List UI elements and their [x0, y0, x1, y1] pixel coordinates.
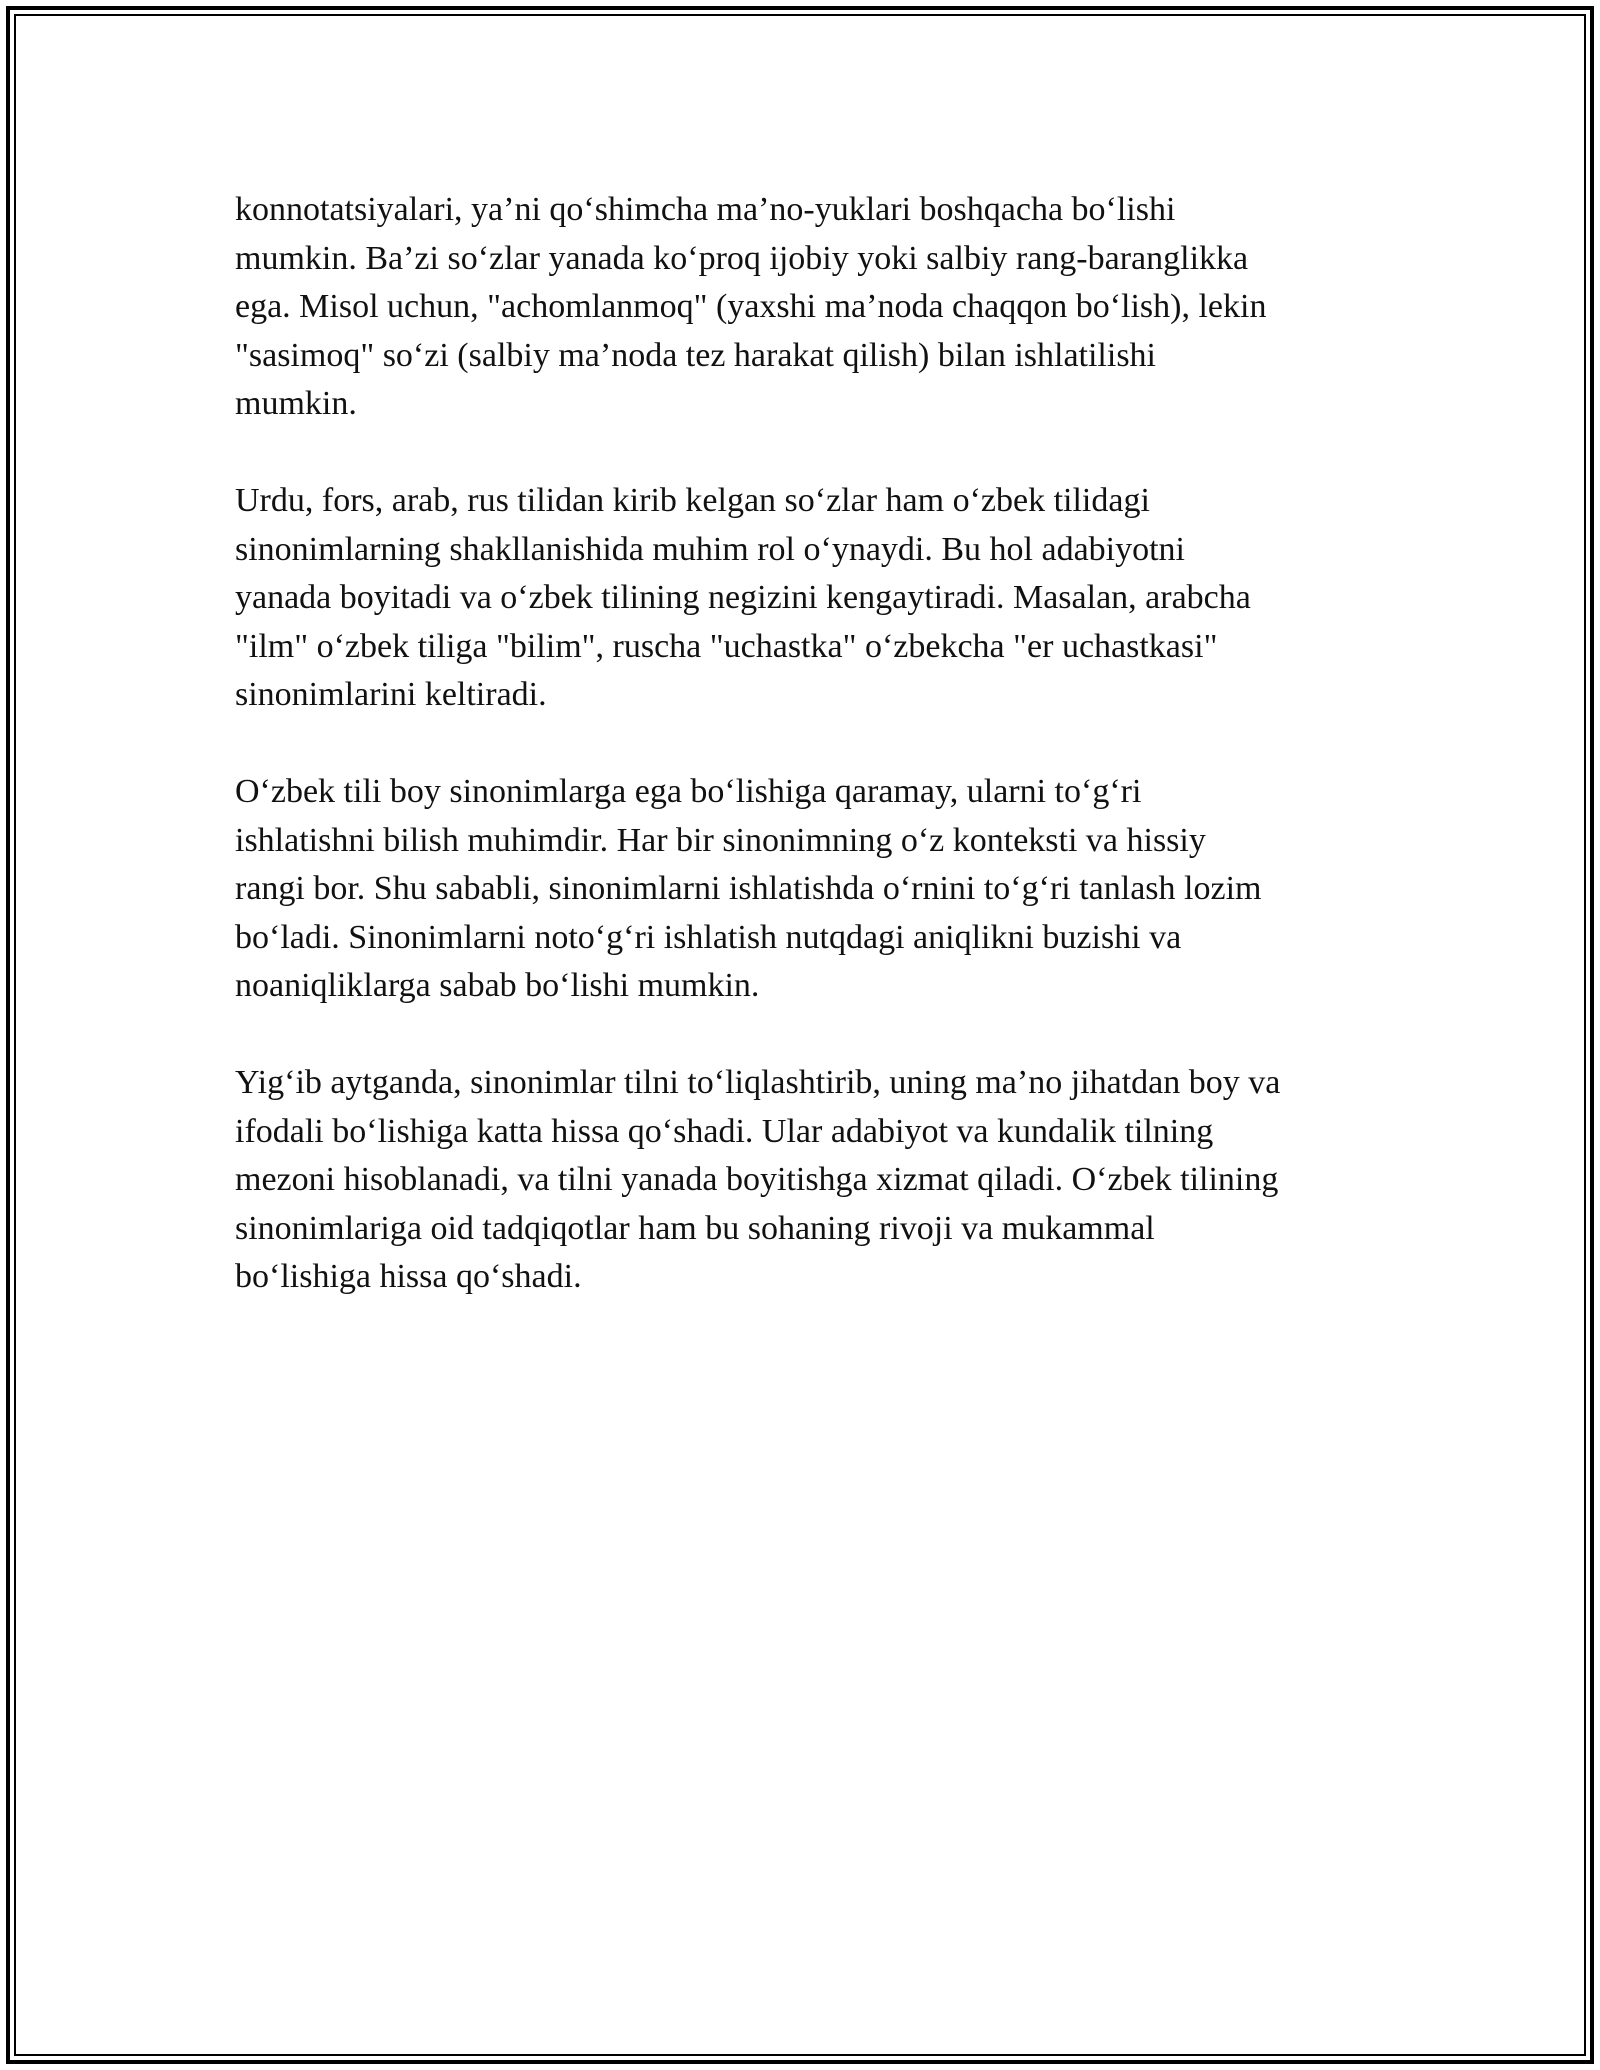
paragraph-1: konnotatsiyalari, ya’ni qo‘shimcha ma’no-yuklari boshqacha bo‘lishi mumkin. Ba’zi so‘zlar yanada ko‘proq ijobiy yoki salbiy rang-baranglikka ega. Misol uchun, "achomlanmoq" (yaxshi ma’noda chaqqon bo‘lish), lekin "sasimoq" so‘zi (salbiy ma’noda tez harakat qilish) bilan ishlatilishi mumkin. — [235, 191, 1267, 422]
paragraph-4: Yig‘ib aytganda, sinonimlar tilni to‘liqlashtirib, uning ma’no jihatdan boy va ifodali bo‘lishiga katta hissa qo‘shadi. Ular adabiyot va kundalik tilning mezoni hisoblanadi, va tilni yanada boyitishga xizmat qiladi. O‘zbek tilining sinonimlariga oid tadqiqotlar ham bu sohaning rivoji va mukammal bo‘lishiga hissa qo‘shadi. — [235, 1064, 1281, 1295]
paragraph-2: Urdu, fors, arab, rus tilidan kirib kelgan so‘zlar ham o‘zbek tilidagi sinonimlarning shakllanishida muhim rol o‘ynaydi. Bu hol adabiyotni yanada boyitadi va o‘zbek tilining negizini kengaytiradi. Masalan, arabcha "ilm" o‘zbek tiliga "bilim", ruscha "uchastka" o‘zbekcha "er uchastkasi" sinonimlarini keltiradi. — [235, 482, 1251, 713]
document-body — [235, 186, 1375, 1350]
paragraph-3: O‘zbek tili boy sinonimlarga ega bo‘lishiga qaramay, ularni to‘g‘ri ishlatishni bilish muhimdir. Har bir sinonimning o‘z konteksti va hissiy rangi bor. Shu sababli, sinonimlarni ishlatishda o‘rnini to‘g‘ri tanlash lozim bo‘ladi. Sinonimlarni noto‘g‘ri ishlatish nutqdagi aniqlikni buzishi va noaniqliklarga sabab bo‘lishi mumkin. — [235, 773, 1262, 1004]
